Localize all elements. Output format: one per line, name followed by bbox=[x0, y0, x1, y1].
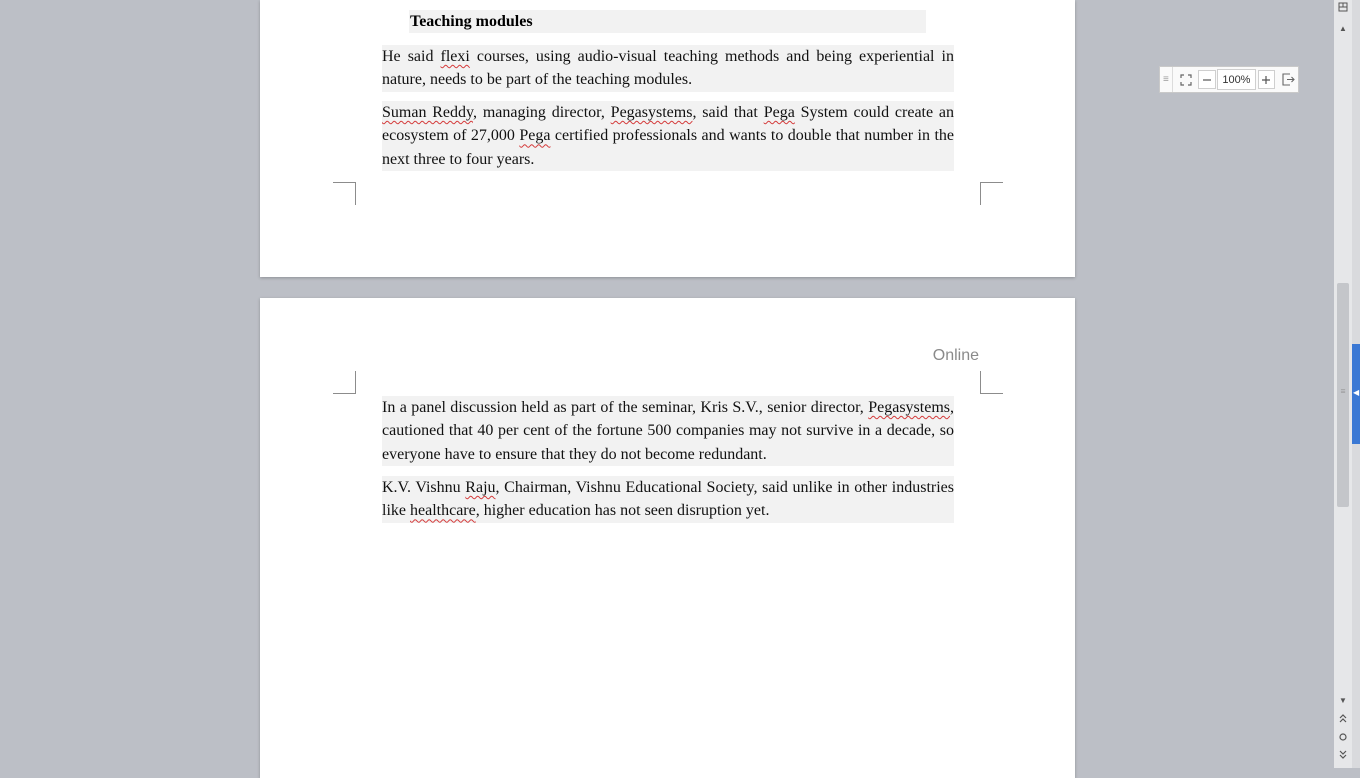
exit-icon[interactable] bbox=[1278, 70, 1298, 89]
paragraph-suman-reddy[interactable] bbox=[382, 101, 954, 171]
paragraph-panel-discussion[interactable] bbox=[382, 396, 954, 466]
zoom-level-field[interactable]: 100% bbox=[1217, 69, 1255, 90]
text-run: , said that bbox=[692, 104, 764, 121]
misspelled-word[interactable]: healthcare bbox=[410, 502, 476, 520]
misspelled-word[interactable]: Pega bbox=[519, 127, 551, 145]
text-run: , Chairman, Vishnu Educational Society, said unlike in other industries like bbox=[382, 479, 954, 520]
paragraph-vishnu-raju[interactable] bbox=[382, 476, 954, 523]
toolbar-grip-icon[interactable]: ≡ bbox=[1160, 67, 1173, 92]
text-run: System could create an ecosystem of 27,000 bbox=[382, 104, 955, 145]
previous-page-icon[interactable] bbox=[1334, 713, 1352, 727]
text-run: In a panel discussion held as part of the seminar, Kris S.V., senior director, bbox=[382, 399, 869, 416]
misspelled-word[interactable]: Raju bbox=[465, 479, 496, 496]
minus-icon bbox=[1202, 75, 1212, 85]
section-heading[interactable]: Teaching modules bbox=[409, 10, 926, 33]
zoom-in-button[interactable] bbox=[1258, 70, 1276, 89]
vertical-scrollbar[interactable] bbox=[1334, 0, 1352, 768]
text-run: He said bbox=[382, 48, 441, 65]
fit-page-icon[interactable] bbox=[1176, 70, 1196, 89]
misspelled-word[interactable]: Pegasystems bbox=[868, 399, 950, 416]
scroll-up-icon[interactable]: ▲ bbox=[1339, 24, 1347, 33]
text-run: , cautioned that 40 per cent of the fortune 500 companies may not survive in a decade, so everyone have to ensure that they do not become redundant. bbox=[382, 399, 954, 463]
text-run: certified professionals and wants to double that number in the next three to four years. bbox=[382, 127, 954, 168]
misspelled-word[interactable]: flexi bbox=[440, 48, 470, 65]
scrollbar-thumb[interactable] bbox=[1337, 283, 1349, 507]
text-run: courses, using audio-visual teaching methods and being experiential in nature, needs to be part of the teaching modules. bbox=[382, 48, 954, 89]
paragraph-flexi-courses[interactable] bbox=[382, 45, 954, 92]
margin-corner-top-right bbox=[980, 371, 1003, 394]
chevron-left-icon: ◀ bbox=[1353, 388, 1360, 397]
text-run: , managing director, bbox=[473, 104, 611, 121]
side-panel-toggle[interactable] bbox=[1352, 344, 1360, 444]
margin-corner-bottom-right bbox=[980, 182, 1003, 205]
text-run: K.V. Vishnu bbox=[382, 479, 466, 496]
split-view-icon[interactable] bbox=[1334, 2, 1352, 16]
zoom-out-button[interactable] bbox=[1198, 70, 1216, 89]
misspelled-word[interactable]: Pega bbox=[763, 104, 795, 121]
plus-icon bbox=[1261, 75, 1271, 85]
margin-corner-bottom-left bbox=[333, 182, 356, 205]
misspelled-word[interactable]: Pegasystems bbox=[610, 104, 693, 121]
thumb-grip-icon: ≡ bbox=[1340, 386, 1346, 396]
select-browse-object-icon[interactable] bbox=[1334, 732, 1352, 746]
misspelled-word[interactable]: Suman Reddy bbox=[382, 104, 473, 121]
next-page-icon[interactable] bbox=[1334, 750, 1352, 764]
margin-corner-top-left bbox=[333, 371, 356, 394]
text-run: , higher education has not seen disruption yet. bbox=[475, 502, 770, 520]
zoom-toolbar bbox=[1159, 66, 1299, 93]
scroll-down-icon[interactable]: ▼ bbox=[1339, 696, 1347, 705]
page-header-text[interactable]: Online bbox=[932, 347, 979, 364]
document-page-1 bbox=[260, 0, 1075, 277]
document-page-2 bbox=[260, 298, 1075, 778]
